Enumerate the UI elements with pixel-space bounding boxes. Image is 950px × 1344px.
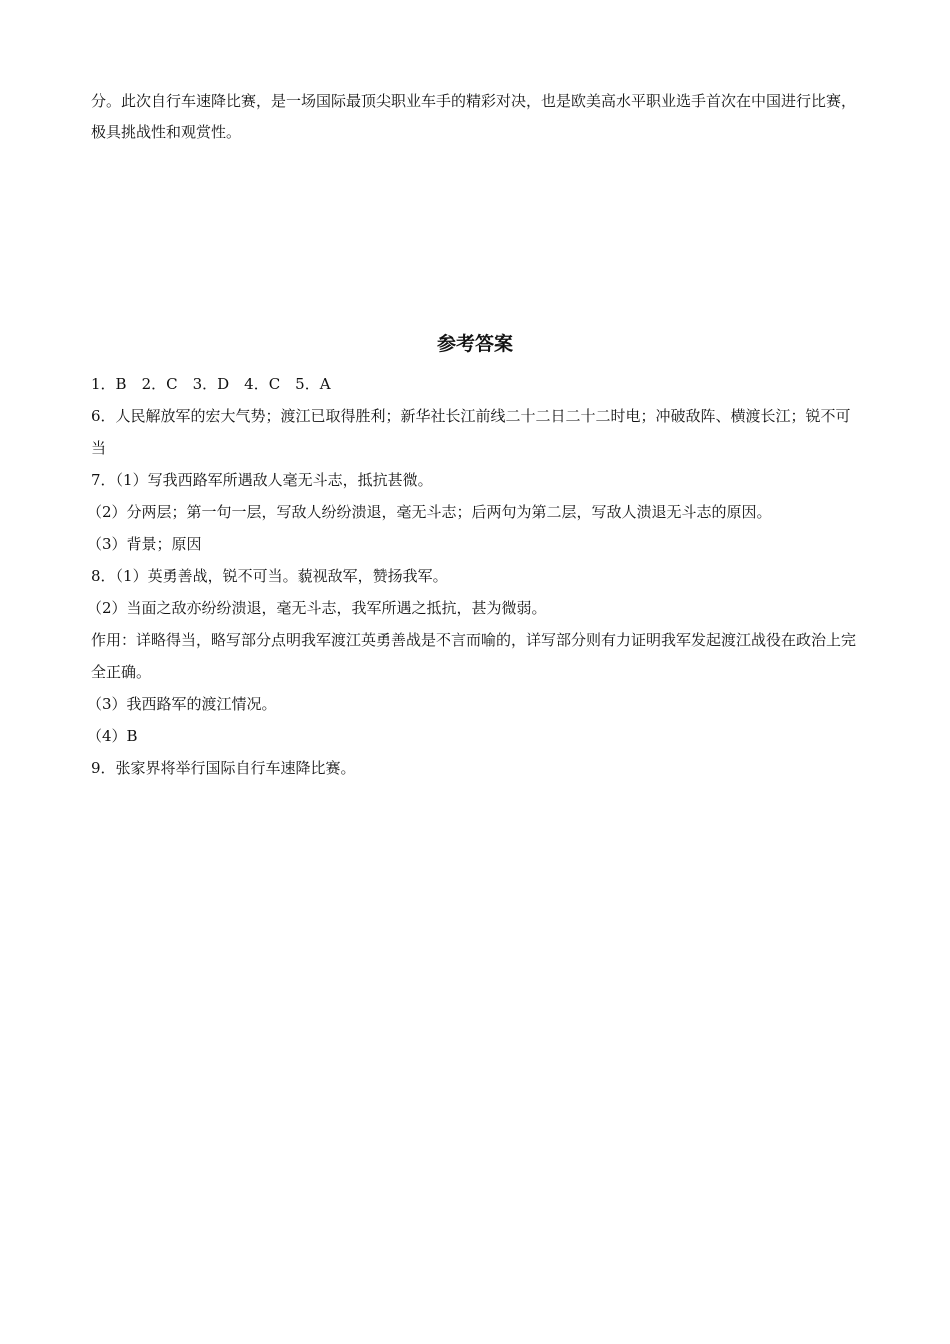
answer-line-q8-4: （4）B [87, 727, 138, 745]
answer-line-q6: 6．人民解放军的宏大气势；渡江已取得胜利；新华社长江前线二十二日二十二时电；冲破敌阵、横渡长江；锐不可当 [91, 407, 851, 457]
answer-line-q7-2: （2）分两层；第一句一层，写敌人纷纷溃退，毫无斗志；后两句为第二层，写敌人溃退无斗志的原因。 [87, 503, 772, 521]
answer-line-q8-2: （2）当面之敌亦纷纷溃退，毫无斗志，我军所遇之抵抗，甚为微弱。 [87, 599, 547, 617]
answer-line-q7-1: 7．（1）写我西路军所遇敌人毫无斗志，抵抗甚微。 [91, 471, 433, 489]
intro-paragraph: 分。此次自行车速降比赛，是一场国际最顶尖职业车手的精彩对决，也是欧美高水平职业选手首次在中国进行比赛，极具挑战性和观赏性。 [91, 92, 857, 141]
answer-line-q7-3: （3）背景；原因 [87, 535, 202, 553]
answer-line-mc: 1．B 2．C 3．D 4．C 5．A [91, 375, 331, 393]
answer-line-q8-effect: 作用：详略得当，略写部分点明我军渡江英勇善战是不言而喻的，详写部分则有力证明我军发起渡江战役在政治上完全正确。 [91, 631, 857, 681]
answer-line-q9: 9．张家界将举行国际自行车速降比赛。 [91, 759, 356, 777]
answer-list [87, 368, 857, 784]
answer-line-q8-3: （3）我西路军的渡江情况。 [87, 695, 277, 713]
answer-section-title: 参考答案 [436, 333, 513, 355]
answer-line-q8-1: 8．（1）英勇善战，锐不可当。藐视敌军，赞扬我军。 [91, 567, 448, 585]
